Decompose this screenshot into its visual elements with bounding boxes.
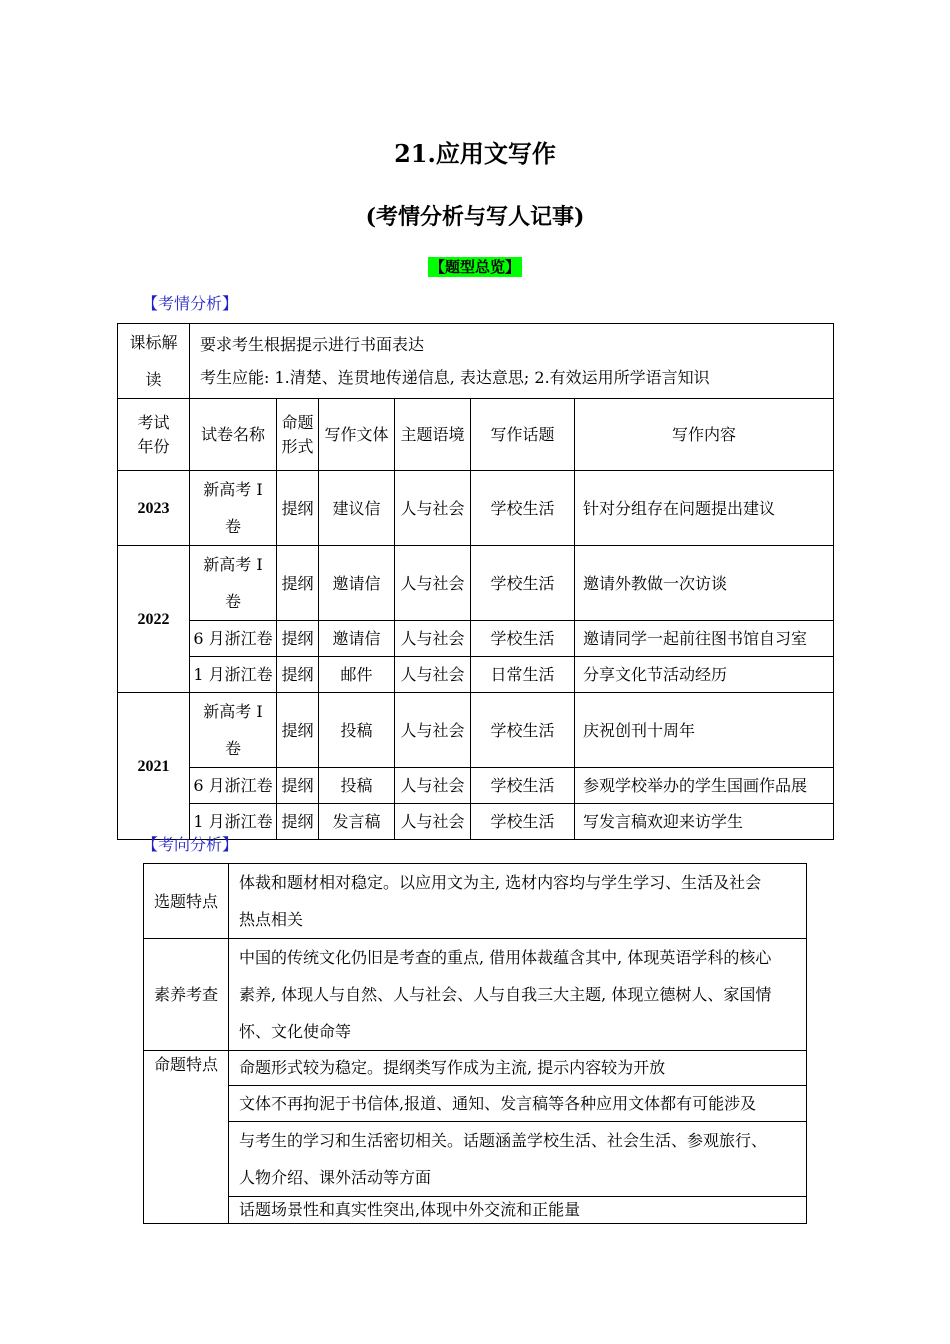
theme-cell: 人与社会 <box>395 804 471 840</box>
table-row <box>118 546 834 621</box>
paper-cell: 1 月浙江卷 <box>190 804 277 840</box>
row-text: 中国的传统文化仍旧是考查的重点, 借用体裁蕴含其中, 体现英语学科的核心 素养, 体现人与自然、人与社会、人与自我三大主题, 体现立德树人、家国情 怀、文化使命等 <box>229 939 807 1051</box>
intro-line-1: 要求考生根据提示进行书面表达 <box>200 335 425 354</box>
theme-cell: 人与社会 <box>395 621 471 657</box>
section-exam-analysis-label: 【考情分析】 <box>142 294 239 313</box>
paper-cell: 6 月浙江卷 <box>190 621 277 657</box>
genre-cell: 投稿 <box>319 768 395 804</box>
row-label: 命题特点 <box>144 1051 229 1224</box>
row-text: 体裁和题材相对稳定。以应用文为主, 选材内容均与学生学习、生活及社会 热点相关 <box>229 864 807 939</box>
table-row <box>118 768 834 804</box>
year-cell: 2021 <box>118 693 190 840</box>
header-form: 命题 形式 <box>277 399 319 471</box>
content-cell: 参观学校举办的学生国画作品展 <box>575 768 834 804</box>
theme-cell: 人与社会 <box>395 657 471 693</box>
content-cell: 分享文化节活动经历 <box>575 657 834 693</box>
form-cell: 提纲 <box>277 804 319 840</box>
theme-cell: 人与社会 <box>395 546 471 621</box>
content-cell: 针对分组存在问题提出建议 <box>575 471 834 546</box>
row-text: 与考生的学习和生活密切相关。话题涵盖学校生活、社会生活、参观旅行、 人物介绍、课外活动等方面 <box>229 1122 807 1197</box>
row-label: 选题特点 <box>144 864 229 939</box>
header-paper: 试卷名称 <box>190 399 277 471</box>
paper-cell: 新高考 I 卷 <box>190 546 277 621</box>
header-content: 写作内容 <box>575 399 834 471</box>
section-trend-analysis-label: 【考向分析】 <box>142 835 239 854</box>
form-cell: 提纲 <box>277 546 319 621</box>
table-row <box>118 657 834 693</box>
content-cell: 邀请外教做一次访谈 <box>575 546 834 621</box>
form-cell: 提纲 <box>277 693 319 768</box>
header-genre: 写作文体 <box>319 399 395 471</box>
theme-cell: 人与社会 <box>395 471 471 546</box>
form-cell: 提纲 <box>277 657 319 693</box>
row-text: 话题场景性和真实性突出,体现中外交流和正能量 <box>229 1197 807 1224</box>
table-row <box>118 693 834 768</box>
genre-cell: 发言稿 <box>319 804 395 840</box>
year-cell: 2023 <box>118 471 190 546</box>
topic-cell: 学校生活 <box>471 621 575 657</box>
row-label: 素养考查 <box>144 939 229 1051</box>
content-cell: 庆祝创刊十周年 <box>575 693 834 768</box>
row-text: 命题形式较为稳定。提纲类写作成为主流, 提示内容较为开放 <box>229 1051 807 1086</box>
genre-cell: 建议信 <box>319 471 395 546</box>
header-theme: 主题语境 <box>395 399 471 471</box>
content-cell: 写发言稿欢迎来访学生 <box>575 804 834 840</box>
topic-cell: 学校生活 <box>471 804 575 840</box>
table-row <box>144 864 807 939</box>
trend-analysis-table <box>143 863 807 1224</box>
exam-analysis-table <box>117 323 834 840</box>
intro-label: 课标解读 <box>118 324 190 399</box>
theme-cell: 人与社会 <box>395 693 471 768</box>
intro-text <box>190 324 834 399</box>
genre-cell: 投稿 <box>319 693 395 768</box>
page-title: 21.应用文写作 <box>394 139 556 168</box>
paper-cell: 新高考 I 卷 <box>190 693 277 768</box>
topic-cell: 学校生活 <box>471 693 575 768</box>
theme-cell: 人与社会 <box>395 768 471 804</box>
table-row <box>144 939 807 1051</box>
genre-cell: 邀请信 <box>319 546 395 621</box>
paper-cell: 6 月浙江卷 <box>190 768 277 804</box>
topic-cell: 日常生活 <box>471 657 575 693</box>
form-cell: 提纲 <box>277 471 319 546</box>
paper-cell: 1 月浙江卷 <box>190 657 277 693</box>
topic-cell: 学校生活 <box>471 471 575 546</box>
table-row <box>118 324 834 399</box>
header-topic: 写作话题 <box>471 399 575 471</box>
form-cell: 提纲 <box>277 768 319 804</box>
intro-line-2: 考生应能: 1.清楚、连贯地传递信息, 表达意思; 2.有效运用所学语言知识 <box>200 368 710 387</box>
topic-cell: 学校生活 <box>471 768 575 804</box>
genre-cell: 邮件 <box>319 657 395 693</box>
topic-cell: 学校生活 <box>471 546 575 621</box>
overview-label: 【题型总览】 <box>429 258 520 276</box>
table-row <box>144 1197 807 1224</box>
table-row <box>118 621 834 657</box>
paper-cell: 新高考 I 卷 <box>190 471 277 546</box>
overview-heading <box>0 256 950 277</box>
table-row <box>144 1086 807 1122</box>
genre-cell: 邀请信 <box>319 621 395 657</box>
table-row <box>144 1051 807 1086</box>
table-row <box>118 471 834 546</box>
page-subtitle: (考情分析与写人记事) <box>365 204 585 230</box>
header-year: 考试 年份 <box>118 399 190 471</box>
form-cell: 提纲 <box>277 621 319 657</box>
table-header-row <box>118 399 834 471</box>
content-cell: 邀请同学一起前往图书馆自习室 <box>575 621 834 657</box>
year-cell: 2022 <box>118 546 190 693</box>
table-row <box>144 1122 807 1197</box>
row-text: 文体不再拘泥于书信体,报道、通知、发言稿等各种应用文体都有可能涉及 <box>229 1086 807 1122</box>
